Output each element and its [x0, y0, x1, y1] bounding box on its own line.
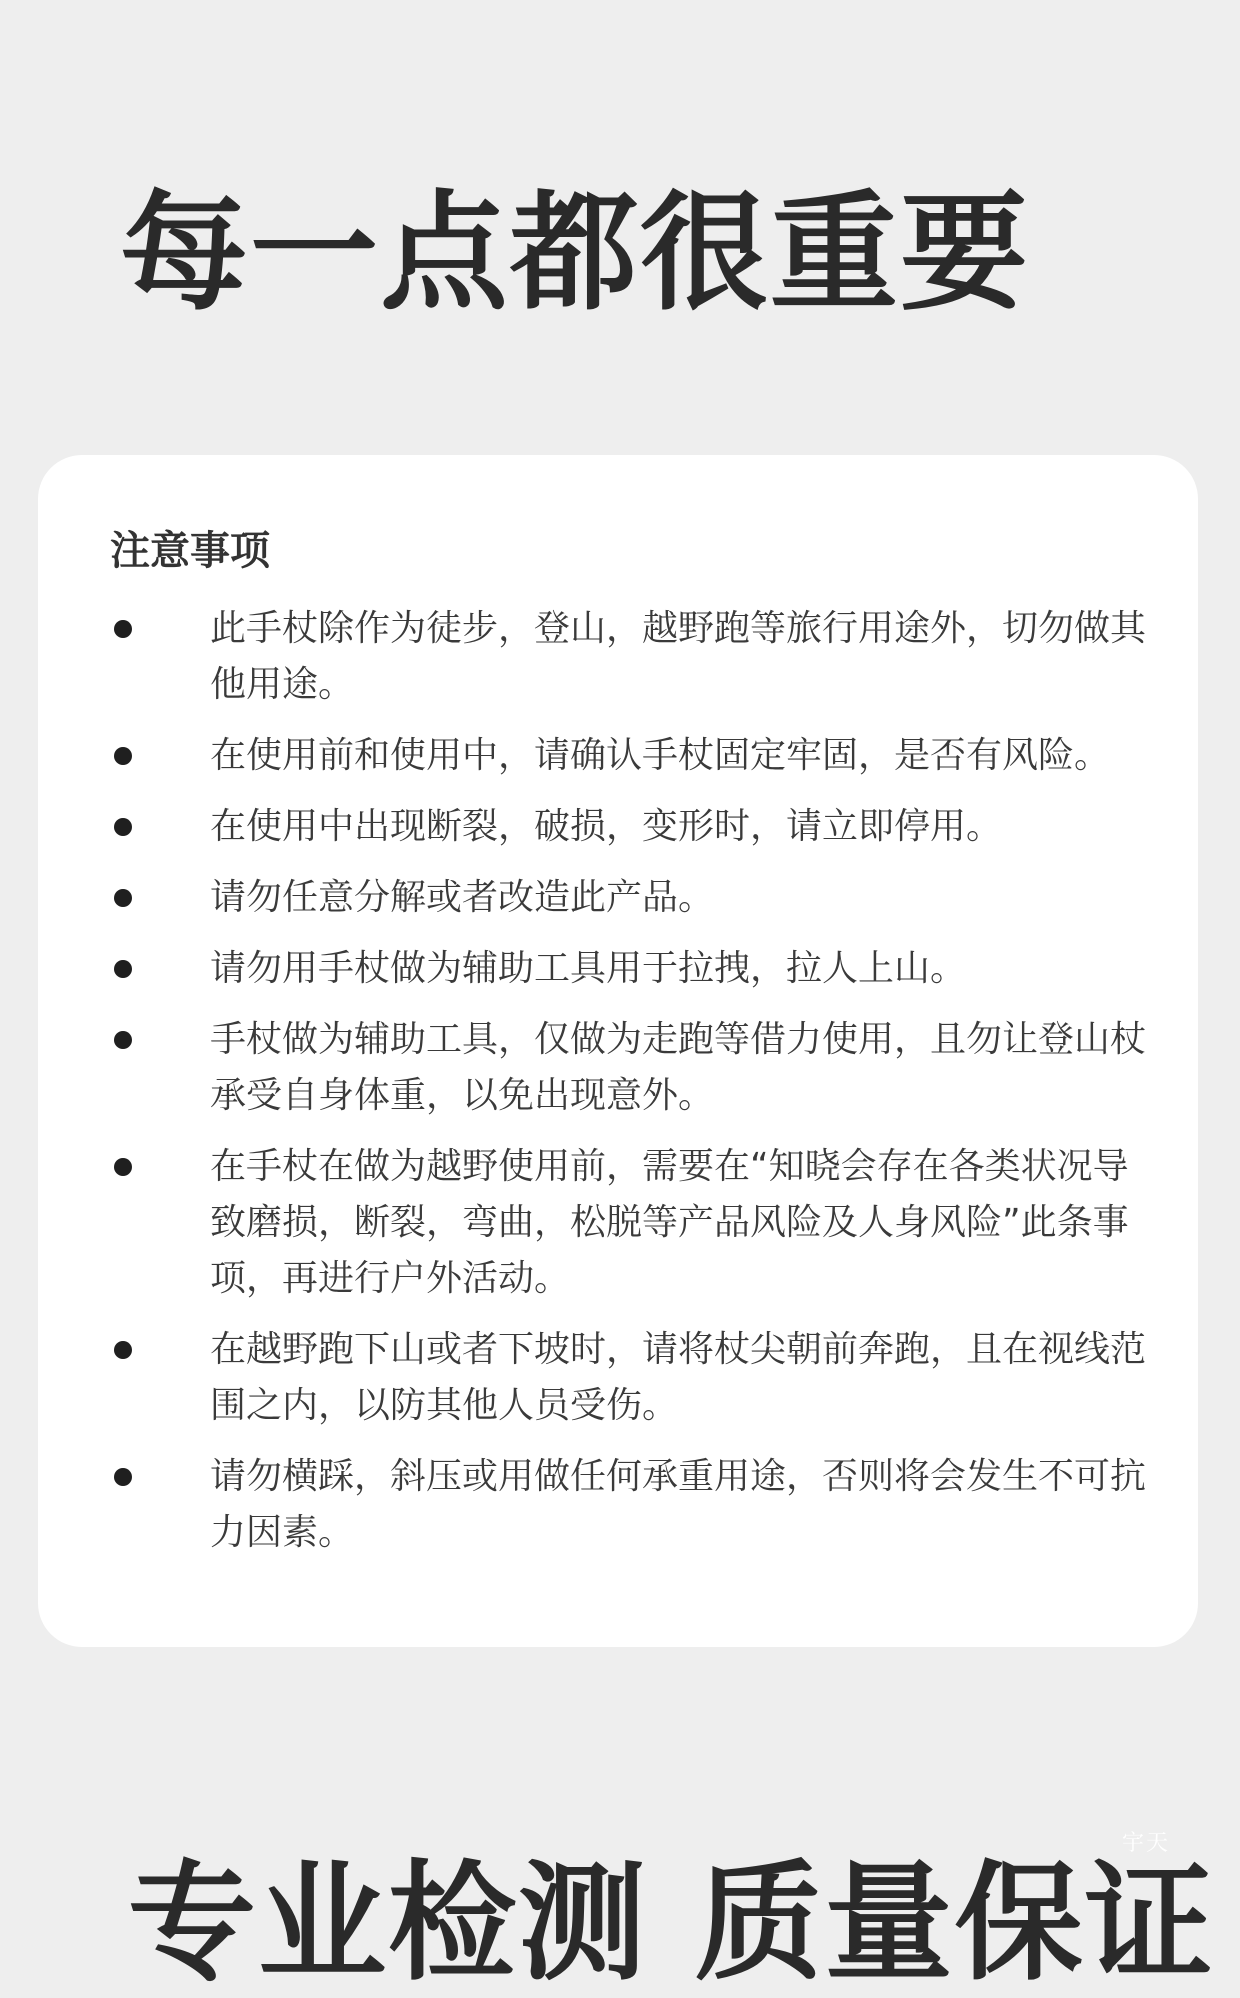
list-item	[110, 799, 1150, 855]
list-item-text: 在使用前和使用中，请确认手杖固定牢固，是否有风险。	[210, 735, 1111, 776]
notice-card-title: 注意事项	[110, 528, 270, 574]
list-item	[110, 1449, 1150, 1561]
bullet-icon	[114, 1468, 132, 1486]
list-item-text: 此手杖除作为徒步，登山，越野跑等旅行用途外，切勿做其他用途。	[210, 608, 1147, 705]
bullet-icon	[114, 1158, 132, 1176]
notice-card	[38, 455, 1198, 1647]
bullet-icon	[114, 818, 132, 836]
list-item-text: 手杖做为辅助工具，仅做为走跑等借力使用，且勿让登山杖承受自身体重，以免出现意外。	[210, 1019, 1147, 1116]
list-item-text: 请勿横踩，斜压或用做任何承重用途，否则将会发生不可抗力因素。	[210, 1456, 1147, 1553]
list-item	[110, 1322, 1150, 1434]
bullet-icon	[114, 1341, 132, 1359]
page-title: 每一点都很重要	[120, 179, 1031, 328]
list-item	[110, 728, 1150, 784]
list-item-text: 在使用中出现断裂，破损，变形时，请立即停用。	[210, 806, 1003, 847]
bullet-icon	[114, 747, 132, 765]
next-section-title: 专业检测 质量保证	[128, 1849, 1215, 1998]
bullet-icon	[114, 1031, 132, 1049]
list-item	[110, 941, 1150, 997]
list-item	[110, 1139, 1150, 1307]
notice-list	[110, 601, 1150, 1561]
list-item	[110, 601, 1150, 713]
list-item-text: 在越野跑下山或者下坡时，请将杖尖朝前奔跑，且在视线范围之内，以防其他人员受伤。	[210, 1329, 1147, 1426]
bullet-icon	[114, 960, 132, 978]
list-item	[110, 870, 1150, 926]
list-item-text: 在手杖在做为越野使用前，需要在“知晓会存在各类状况导致磨损，断裂，弯曲，松脱等产品风险及人身风险”此条事项，再进行户外活动。	[210, 1146, 1129, 1299]
watermark: 宇天	[1121, 1831, 1170, 1856]
list-item-text: 请勿用手杖做为辅助工具用于拉拽，拉人上山。	[210, 948, 967, 989]
bullet-icon	[114, 889, 132, 907]
bullet-icon	[114, 620, 132, 638]
list-item	[110, 1012, 1150, 1124]
list-item-text: 请勿任意分解或者改造此产品。	[210, 877, 715, 918]
